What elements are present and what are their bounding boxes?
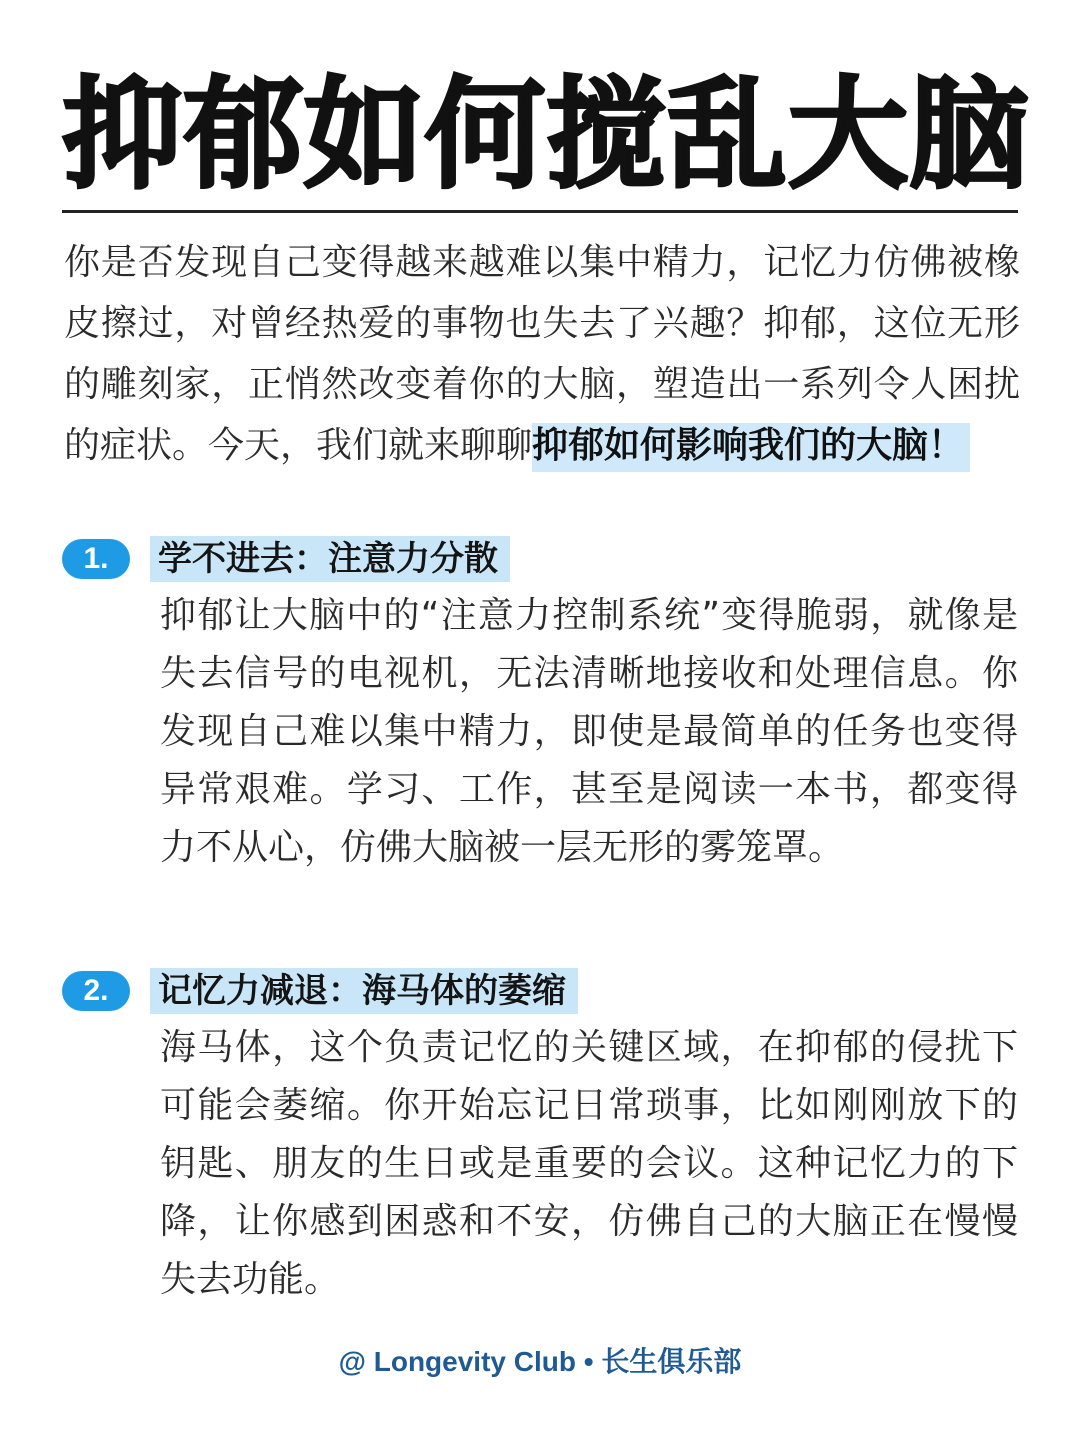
intro-text: 你是否发现自己变得越来越难以集中精力，记忆力仿佛被橡皮擦过，对曾经热爱的事物也失去了兴趣？抑郁，这位无形的雕刻家，正悄然改变着你的大脑，塑造出一系列令人困扰的症状。今天，我们就来聊聊 bbox=[64, 242, 1020, 466]
section-2-title: 记忆力减退：海马体的萎缩 bbox=[150, 968, 578, 1014]
section-1-header bbox=[62, 534, 510, 584]
section-2-number-badge: 2. bbox=[62, 971, 130, 1011]
intro-paragraph bbox=[64, 232, 1020, 476]
page-title: 抑郁如何搅乱大脑 bbox=[62, 66, 1030, 205]
section-1-body: 抑郁让大脑中的“注意力控制系统”变得脆弱，就像是失去信号的电视机，无法清晰地接收和处理信息。你发现自己难以集中精力，即使是最简单的任务也变得异常艰难。学习、工作，甚至是阅读一本书，都变得力不从心，仿佛大脑被一层无形的雾笼罩。 bbox=[160, 595, 1018, 868]
title-divider bbox=[62, 210, 1018, 213]
section-2-header bbox=[62, 966, 578, 1016]
footer-credit: @ Longevity Club • 长生俱乐部 bbox=[338, 1346, 742, 1377]
section-2-body: 海马体，这个负责记忆的关键区域，在抑郁的侵扰下可能会萎缩。你开始忘记日常琐事，比如刚刚放下的钥匙、朋友的生日或是重要的会议。这种记忆力的下降，让你感到困惑和不安，仿佛自己的大脑正在慢慢失去功能。 bbox=[160, 1027, 1018, 1300]
intro-highlight: 抑郁如何影响我们的大脑！ bbox=[532, 423, 970, 472]
section-1-number-badge: 1. bbox=[62, 539, 130, 579]
section-1-title: 学不进去：注意力分散 bbox=[150, 536, 510, 582]
